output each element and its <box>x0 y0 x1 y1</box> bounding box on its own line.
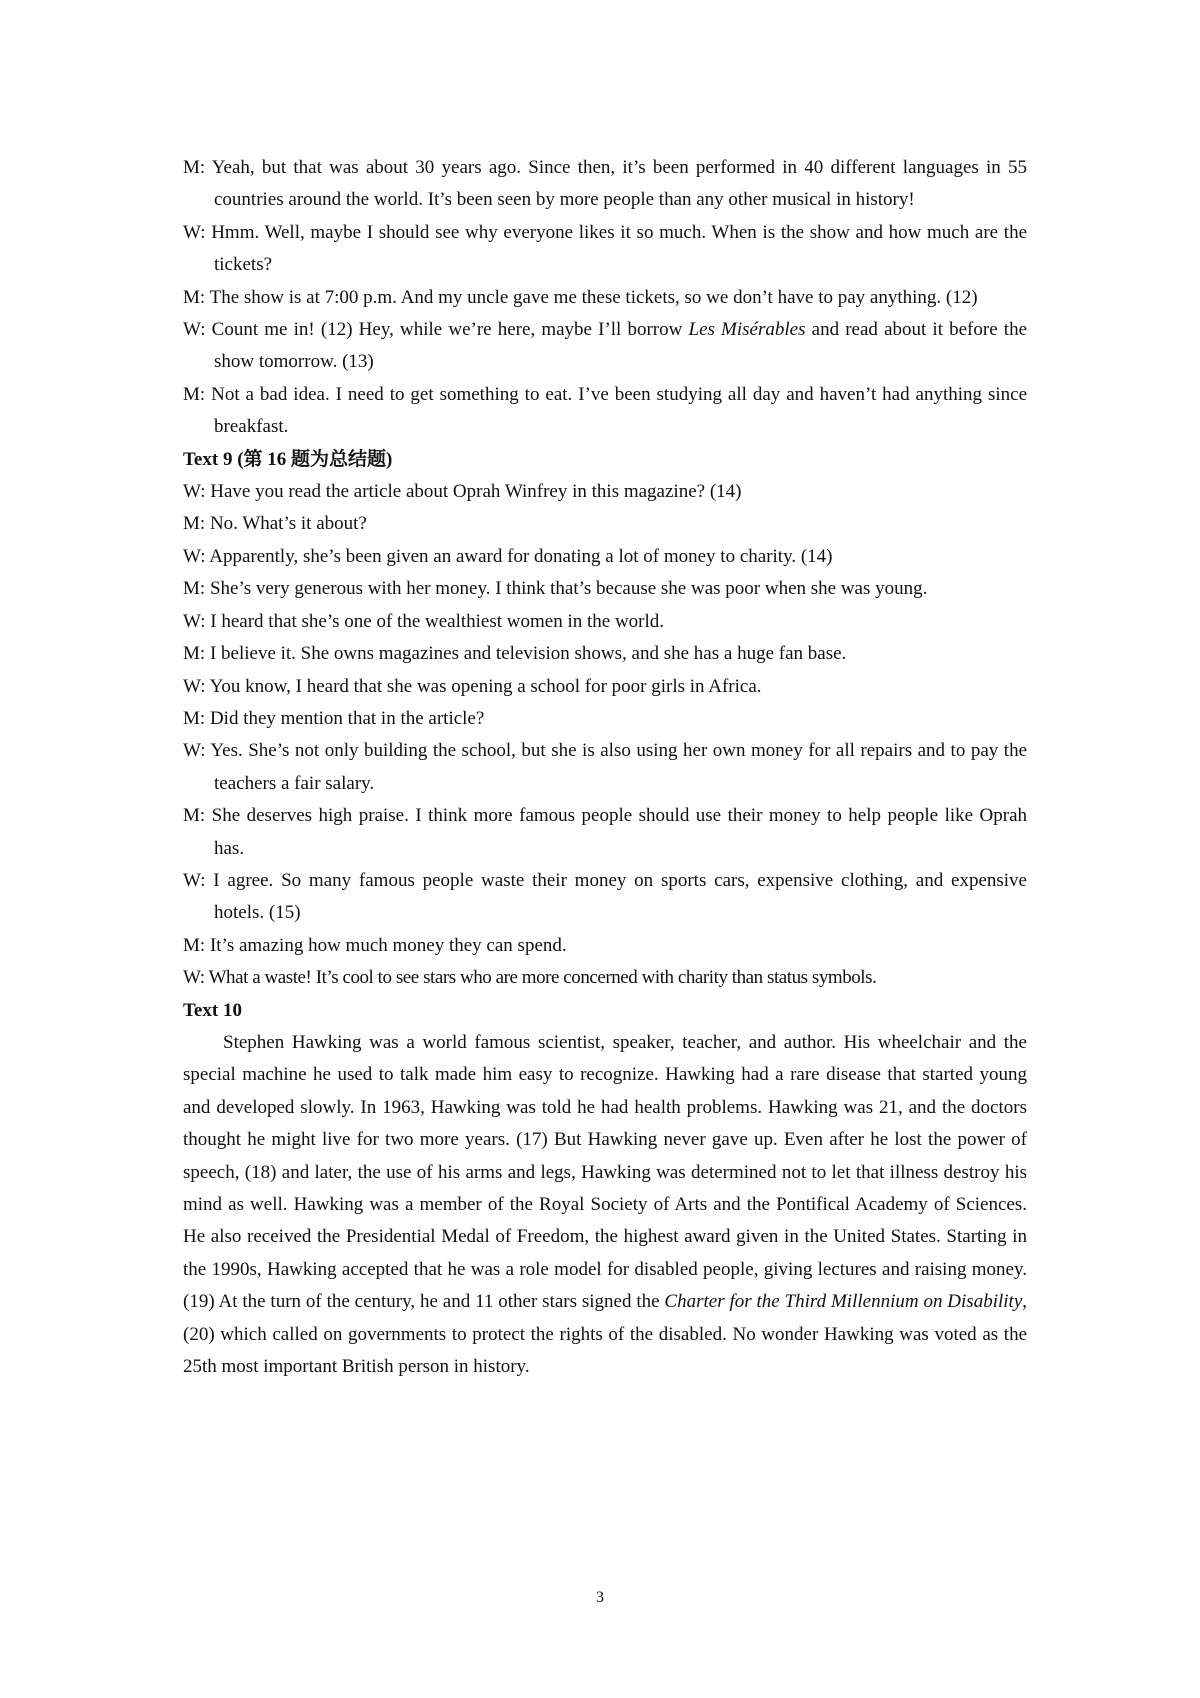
dialogue-text: Hmm. Well, maybe I should see why everyone likes it so much. When is the show and how much are the tickets? <box>211 221 1028 276</box>
dialogue-text: You know, I heard that she was opening a school for poor girls in Africa. <box>209 675 762 697</box>
speaker-label: M: <box>183 157 206 178</box>
speaker-label: W: <box>183 675 206 697</box>
speaker-label: M: <box>183 578 206 600</box>
speaker-label: W: <box>183 967 205 989</box>
section-heading: Text 10 <box>183 999 242 1021</box>
dialogue-text: and read about it before the show tomorrow. (13) <box>214 319 1028 373</box>
dialogue-line <box>183 865 1027 930</box>
passage-text: Stephen Hawking was a world famous scientist, speaker, teacher, and author. His wheelchair and the special machine he used to talk made him easy to recognize. Hawking had a rare disease that started young and developed slowly. In 1963, Hawking was told he had health problems. Hawking was 21, and the doctors thought he might live for two more years. (17) But Hawking never gave up. Even after he lost the power of speech, (18) and later, the use of his arms and legs, Hawking was determined not to let that illness destroy his mind as well. Hawking was a member of the Royal Society of Arts and the Pontifical Academy of Sciences. He also received the Presidential Medal of Freedom, the highest award given in the United States. Starting in the 1990s, Hawking accepted that he was a role model for disabled people, giving lectures and raising money. (19) At the turn of the century, he and 11 other stars signed the <box>183 1031 1027 1313</box>
dialogue-text: I heard that she’s one of the wealthiest women in the world. <box>210 610 665 632</box>
dialogue-text: The show is at 7:00 p.m. And my uncle gave me these tickets, so we don’t have to pay anything. (12) <box>209 286 978 308</box>
dialogue-line <box>183 282 1027 314</box>
dialogue-text: What a waste! It’s cool to see stars who are more concerned with charity than status symbols. <box>208 967 877 989</box>
dialogue-line <box>183 735 1027 800</box>
speaker-label: W: <box>183 740 206 762</box>
dialogue-text: Not a bad idea. I need to get something to eat. I’ve been studying all day and haven’t had anything since breakfast. <box>211 383 1027 438</box>
dialogue-line <box>183 541 1027 573</box>
speaker-label: W: <box>183 545 206 567</box>
section-heading: Text 9 (第 16 题为总结题) <box>183 448 393 470</box>
speaker-label: M: <box>183 286 206 308</box>
speaker-label: M: <box>183 707 206 729</box>
book-title: Les Misérables <box>688 319 806 341</box>
dialogue-line <box>183 379 1027 444</box>
dialogue-line <box>183 703 1027 735</box>
speaker-label: M: <box>183 383 206 405</box>
dialogue-text: Count me in! (12) Hey, while we’re here, maybe I’ll borrow <box>211 319 689 341</box>
speaker-label: W: <box>183 610 206 632</box>
dialogue-line <box>183 638 1027 670</box>
dialogue-line <box>183 476 1027 508</box>
dialogue-line <box>183 800 1027 865</box>
dialogue-line <box>183 962 1027 994</box>
page-number: 3 <box>596 1589 604 1606</box>
speaker-label: W: <box>183 869 206 891</box>
speaker-label: M: <box>183 934 206 956</box>
dialogue-text: She deserves high praise. I think more famous people should use their money to help people like Oprah has. <box>211 805 1028 859</box>
speaker-label: M: <box>183 805 206 827</box>
dialogue-line <box>183 314 1027 379</box>
passage-text: , (20) which called on governments to protect the rights of the disabled. No wonder Hawking was voted as the 25th most important British person in history. <box>183 1291 1027 1378</box>
dialogue-text: Yes. She’s not only building the school, but she is also using her own money for all repairs and to pay the teachers a fair salary. <box>210 740 1027 794</box>
dialogue-text: No. What’s it about? <box>209 513 367 535</box>
charter-title: Charter for the Third Millennium on Disability <box>664 1291 1023 1313</box>
dialogue-line <box>183 573 1027 605</box>
dialogue-text: Did they mention that in the article? <box>209 707 485 729</box>
dialogue-text: Yeah, but that was about 30 years ago. Since then, it’s been performed in 40 different languages in 55 countries around the world. It’s been seen by more people than any other musical in history! <box>211 157 1027 211</box>
dialogue-text: She’s very generous with her money. I think that’s because she was poor when she was young. <box>209 578 928 600</box>
dialogue-text: It’s amazing how much money they can spend. <box>209 934 567 956</box>
dialogue-text: Apparently, she’s been given an award for donating a lot of money to charity. (14) <box>209 545 833 567</box>
dialogue-line <box>183 152 1027 217</box>
dialogue-text: I believe it. She owns magazines and television shows, and she has a huge fan base. <box>209 643 847 665</box>
speaker-label: W: <box>183 481 206 503</box>
speaker-label: M: <box>183 513 206 535</box>
speaker-label: W: <box>183 221 206 243</box>
dialogue-line <box>183 606 1027 638</box>
dialogue-text: Have you read the article about Oprah Winfrey in this magazine? (14) <box>210 481 742 503</box>
speaker-label: M: <box>183 643 206 665</box>
dialogue-line <box>183 217 1027 282</box>
dialogue-text: I agree. So many famous people waste their money on sports cars, expensive clothing, and expensive hotels. (15) <box>213 869 1027 924</box>
page-content <box>183 152 1027 1383</box>
dialogue-line <box>183 930 1027 962</box>
speaker-label: W: <box>183 319 206 341</box>
dialogue-line <box>183 508 1027 540</box>
passage-paragraph <box>183 1027 1027 1383</box>
dialogue-line <box>183 671 1027 703</box>
